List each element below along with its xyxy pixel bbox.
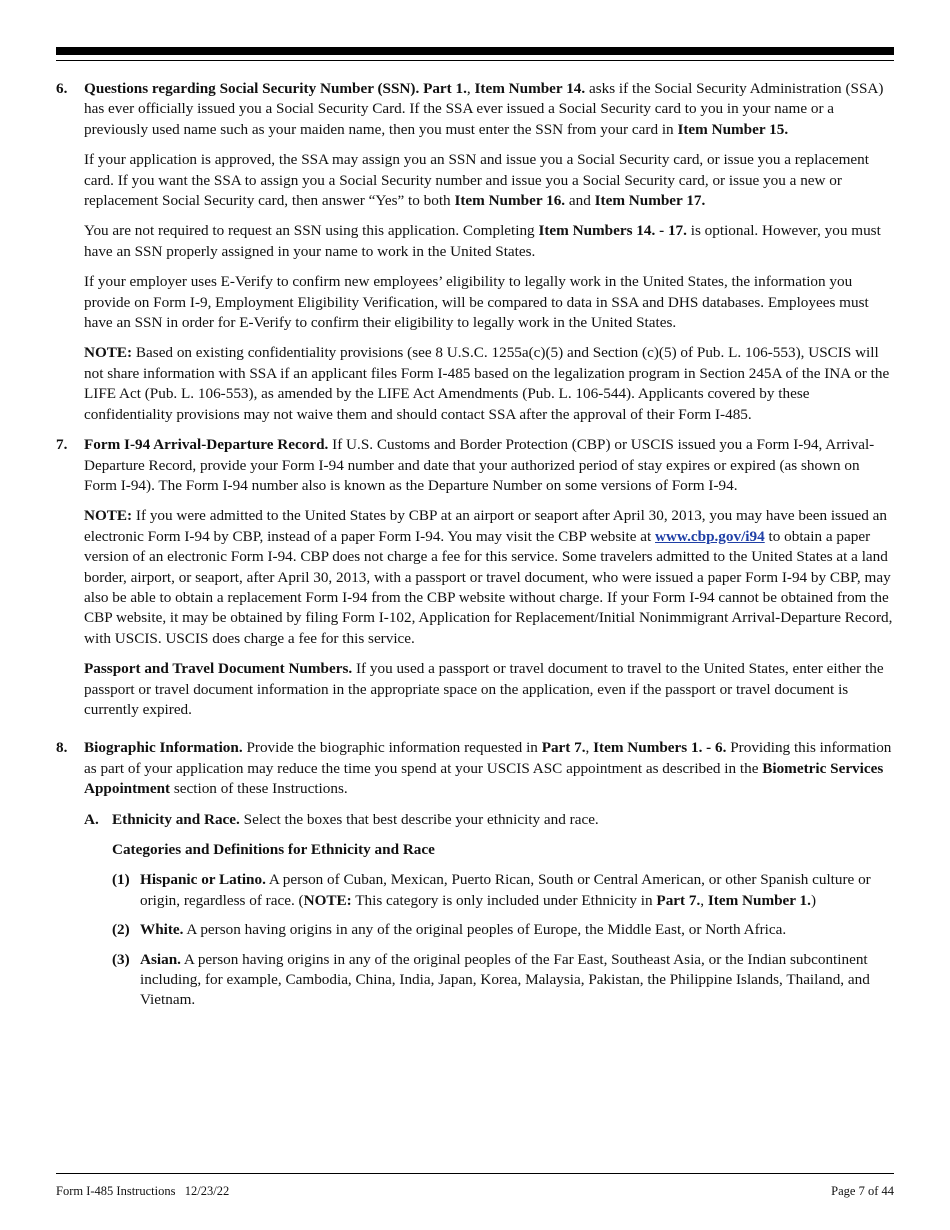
item-8-section-a xyxy=(84,810,894,830)
item-7 xyxy=(56,435,894,720)
item-6 xyxy=(56,79,894,425)
footer-rule xyxy=(56,1173,894,1174)
category-label: (2) xyxy=(112,921,130,939)
footer-page-number: Page 7 of 44 xyxy=(831,1184,894,1198)
item-6-paragraph-1: Questions regarding Social Security Number (SSN). Part 1., Item Number 14. asks if the Social Security Administration (SSA) has ever officially issued you a Social Security Card. If the SSA ever issued a Social Security card to you in your name or a previously used name such as your maiden name, then you must enter the SSN from your card in Item Number 15. xyxy=(84,80,884,138)
item-number: 7. xyxy=(56,436,68,454)
category-asian xyxy=(112,950,894,1011)
spacer xyxy=(56,730,894,738)
category-hispanic xyxy=(112,870,894,911)
item-6-paragraph-3: You are not required to request an SSN using this application. Completing Item Numbers 14. - 17. is optional. However, you must have an SSN properly assigned in your name to work in the United States. xyxy=(84,222,881,260)
instructions-content xyxy=(56,79,894,1020)
item-8-paragraph-1: Biographic Information. Provide the biographic information requested in Part 7., Item Numbers 1. - 6. Providing this information as part of your application may reduce the time you spend at your USCIS ASC appointment as described in the Biometric Services Appointment section of these Instructions. xyxy=(84,739,892,798)
categories-heading: Categories and Definitions for Ethnicity and Race xyxy=(112,841,435,858)
header-thin-rule xyxy=(56,60,894,61)
category-white xyxy=(112,920,894,940)
item-7-paragraph-1: Form I-94 Arrival-Departure Record. If U.S. Customs and Border Protection (CBP) or USCIS issued you a Form I-94, Arrival-Departure Record, provide your Form I-94 number and date that your authorized period of stay expires or expired (as shown on Form I-94). The Form I-94 number also is known as the Departure Number on some versions of Form I-94. xyxy=(84,436,875,494)
category-text: Hispanic or Latino. A person of Cuban, Mexican, Puerto Rican, South or Central American, or other Spanish culture or origin, regardless of race. (NOTE: This category is only included under Ethnicity in Part 7., Item Number 1.) xyxy=(140,871,871,909)
item-number: 6. xyxy=(56,80,68,97)
item-8 xyxy=(56,738,894,1010)
footer-form-info: Form I-485 Instructions 12/23/22 xyxy=(56,1184,230,1198)
section-a-text: Ethnicity and Race. Select the boxes that best describe your ethnicity and race. xyxy=(112,810,599,828)
section-label: A. xyxy=(84,810,99,828)
item-7-note: NOTE: If you were admitted to the United States by CBP at an airport or seaport after April 30, 2013, you may have been issued an electronic Form I-94 by CBP, instead of a paper Form I-94. You may visit the CBP website at www.cbp.gov/i94 to obtain a paper version of an electronic Form I-94. CBP does not charge a fee for this service. Some travelers admitted to the United States at a land border, airport, or seaport, after April 30, 2013, with a passport or travel document, who were issued a paper Form I-94 by CBP, may also be able to obtain a replacement Form I-94 from the CBP website without charge. If your Form I-94 cannot be obtained from the CBP website, it may be obtained by filing Form I-102, Application for Replacement/Initial Nonimmigrant Arrival-Departure Record, with USCIS. USCIS does charge a fee for this service. xyxy=(84,507,893,647)
item-6-note: NOTE: Based on existing confidentiality provisions (see 8 U.S.C. 1255a(c)(5) and Section (c)(5) of Pub. L. 106-553), USCIS will not share information with SSA if an applicant files Form I-485 based on the legalization program in Section 245A of the INA or the LIFE Act (Pub. L. 106-553), as amended by the LIFE Act Amendments (Pub. L. 106-544). Applicants covered by these confidentiality provisions may not waive them and should contact SSA after the approval of their Form I-485. xyxy=(84,344,890,423)
category-label: (3) xyxy=(112,950,130,968)
cbp-i94-link[interactable]: www.cbp.gov/i94 xyxy=(655,527,765,545)
category-text: White. A person having origins in any of the original peoples of Europe, the Middle East, or North Africa. xyxy=(140,921,787,939)
item-number: 8. xyxy=(56,739,68,757)
item-6-paragraph-4: If your employer uses E-Verify to confirm new employees’ eligibility to legally work in the United States, the information you provide on Form I-9, Employment Eligibility Verification, will be compared to data in SSA and DHS databases. Employees must have an SSN in order for E-Verify to confirm their eligibility to legally work in the United States. xyxy=(84,273,869,332)
category-label: (1) xyxy=(112,871,130,889)
item-7-passport-paragraph: Passport and Travel Document Numbers. If you used a passport or travel document to travel to the United States, enter either the passport or travel document information in the appropriate space on the application, even if the passport or travel document is currently expired. xyxy=(84,660,884,718)
category-text: Asian. A person having origins in any of the original peoples of the Far East, Southeast Asia, or the Indian subcontinent including, for example, Cambodia, China, India, Japan, Korea, Malaysia, Pakistan, the Philippine Islands, Thailand, and Vietnam. xyxy=(140,950,870,1009)
item-6-paragraph-2: If your application is approved, the SSA may assign you an SSN and issue you a Social Security card, or issue you a replacement card. If you want the SSA to assign you a Social Security number and issue you a Social Security card, or issue you a new or replacement Social Security card, then answer “Yes” to both Item Number 16. and Item Number 17. xyxy=(84,151,869,210)
header-thick-rule xyxy=(56,47,894,55)
